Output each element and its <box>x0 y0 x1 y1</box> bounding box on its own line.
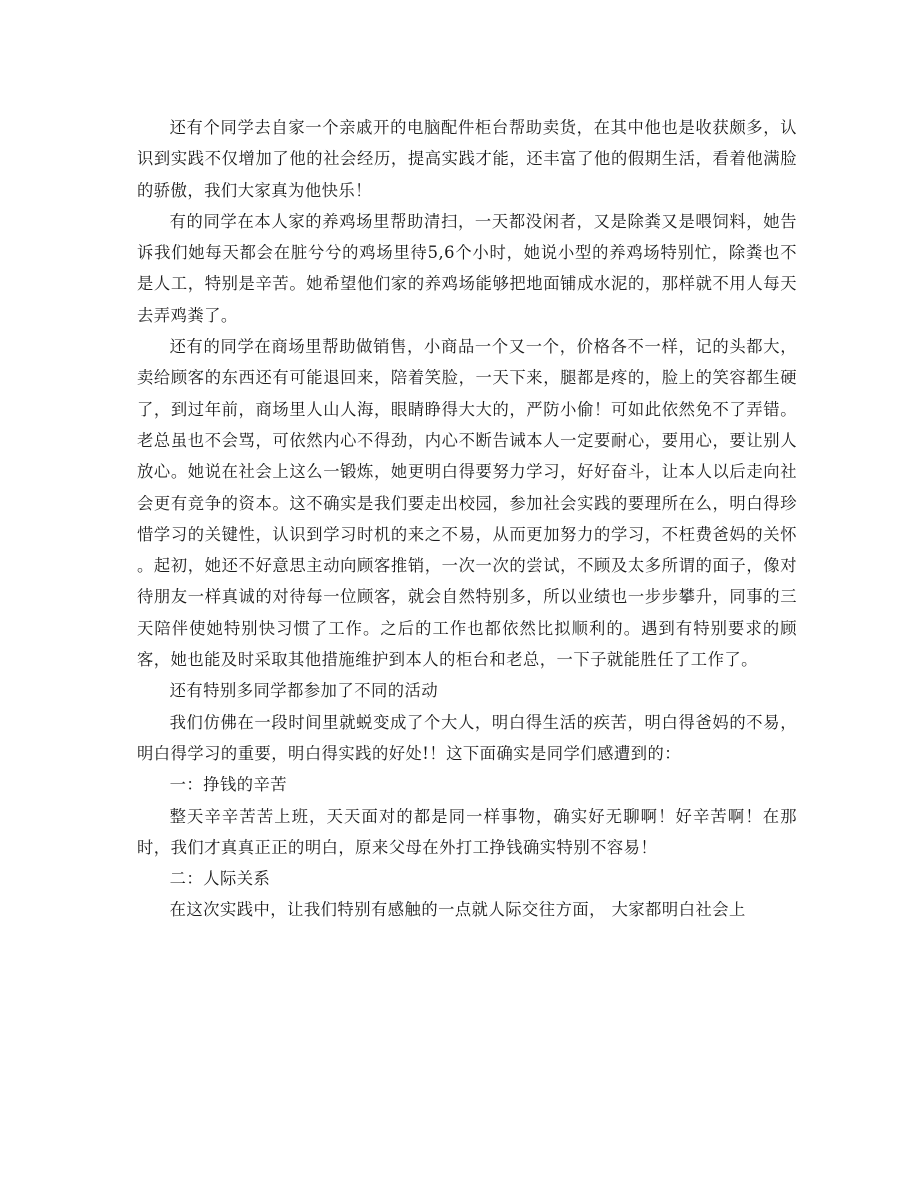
paragraph-mall-sales: 还有的同学在商场里帮助做销售，小商品一个又一个，价格各不一样，记的头都大，卖给顾客的东西还有可能退回来，陪着笑脸，一天下来，腿都是疼的，脸上的笑容都生硬了，到过年前，商场里人山人海，眼睛睁得大大的，严防小偷！可如此依然免不了弄错。老总虽也不会骂，可依然内心不得劲，内心不断告诫本人一定要耐心，要用心，要让别人放心。她说在社会上这么一锻炼，她更明白得要努力学习，好好奋斗，让本人以后走向社会更有竞争的资本。这不确实是我们要走出校园，参加社会实践的要理所在么，明白得珍惜学习的关键性，认识到学习时机的来之不易，从而更加努力的学习，不枉费爸妈的关怀 。起初，她还不好意思主动向顾客推销，一次一次的尝试，不顾及太多所谓的面子，像对待朋友一样真诚的对待每一位顾客，就会自然特别多，所以业绩也一步步攀升，同事的三天陪伴使她特别快习惯了工作。之后的工作也都依然比拟顺利的。遇到有特别要求的顾客，她也能及时采取其他措施维护到本人的柜台和老总，一下子就能胜任了工作了。 <box>137 337 797 670</box>
paragraph-social-interaction: 在这次实践中，让我们特别有感触的一点就人际交往方面， 大家都明白社会上 <box>169 900 746 920</box>
document-body <box>137 112 797 926</box>
paragraph-growing-up: 我们仿佛在一段时间里就蜕变成了个大人，明白得生活的疾苦，明白得爸妈的不易，明白得学习的重要，明白得实践的好处!！这下面确实是同学们感遭到的： <box>137 712 797 763</box>
paragraph-other-activities: 还有特别多同学都参加了不同的活动 <box>169 681 439 701</box>
paragraph-computer-parts: 还有个同学去自家一个亲戚开的电脑配件柜台帮助卖货，在其中他也是收获颇多，认识到实践不仅增加了他的社会经历，提高实践才能，还丰富了他的假期生活，看着他满脸的骄傲，我们大家真为他快乐！ <box>137 118 797 200</box>
paragraph-hard-work: 整天辛辛苦苦上班，天天面对的都是同一样事物，确实好无聊啊！好辛苦啊！在那时，我们才真真正正的明白，原来父母在外打工挣钱确实特别不容易！ <box>137 806 797 857</box>
heading-relationships: 二：人际关系 <box>169 869 271 889</box>
heading-earning-money: 一：挣钱的辛苦 <box>169 775 288 795</box>
paragraph-chicken-farm: 有的同学在本人家的养鸡场里帮助清扫，一天都没闲者，又是除粪又是喂饲料，她告诉我们她每天都会在脏兮兮的鸡场里待5,6个小时，她说小型的养鸡场特别忙，除粪也不是人工，特别是辛苦。她希望他们家的养鸡场能够把地面铺成水泥的，那样就不用人每天去弄鸡粪了。 <box>137 211 797 325</box>
